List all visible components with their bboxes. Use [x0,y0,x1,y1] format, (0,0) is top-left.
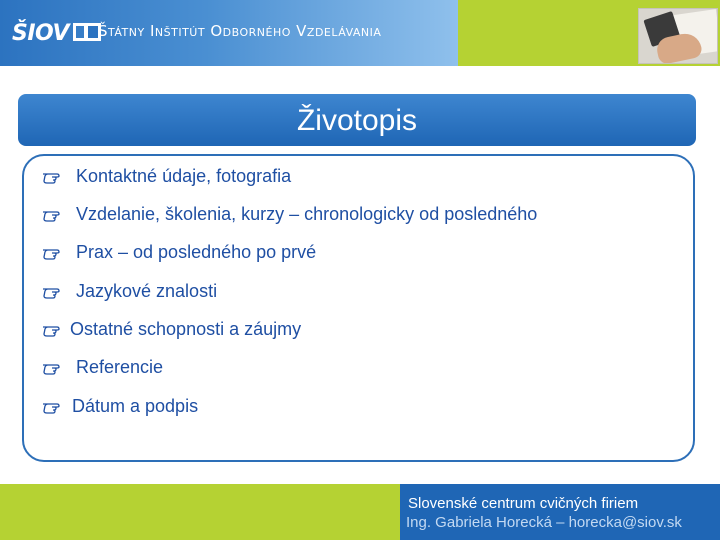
bullet-item [42,281,217,302]
brand-band [0,0,458,66]
pointing-hand-icon [42,360,66,376]
bullet-text: Kontaktné údaje, fotografia [76,166,292,186]
bullet-item [42,204,537,225]
bullet-text: Jazykové znalosti [76,281,218,301]
institute-name: Štátny Inštitút Odborného Vzdelávania [98,22,382,40]
slide-title: Životopis [296,104,418,137]
pointing-hand-icon [42,322,66,338]
pointing-hand-icon [42,169,66,185]
pointing-hand-icon [42,399,66,415]
footer-panel [400,484,720,540]
footer-organization: Slovenské centrum cvičných firiem [408,495,639,512]
bullet-text: Prax – od posledného po prvé [76,242,317,262]
pointing-hand-icon [42,284,66,300]
bullet-item [42,242,316,263]
footer-bar [0,484,720,540]
bullet-text: Referencie [76,357,164,377]
bullet-item [42,166,291,187]
bullet-text: Vzdelanie, školenia, kurzy – chronologicky od posledného [76,204,538,224]
bullet-item [42,319,301,340]
header-bar [0,0,720,66]
title-banner [18,94,696,146]
bullet-text: Ostatné schopnosti a záujmy [70,319,302,339]
logo-text: ŠIOV [12,20,69,46]
pointing-hand-icon [42,207,66,223]
bullet-text: Dátum a podpis [72,396,199,416]
bullet-item [42,357,163,378]
footer-contact: Ing. Gabriela Horecká – horecka@siov.sk [406,514,682,531]
siov-logo [12,18,103,48]
header-photo [638,8,718,64]
bullet-item [42,396,198,417]
pointing-hand-icon [42,245,66,261]
